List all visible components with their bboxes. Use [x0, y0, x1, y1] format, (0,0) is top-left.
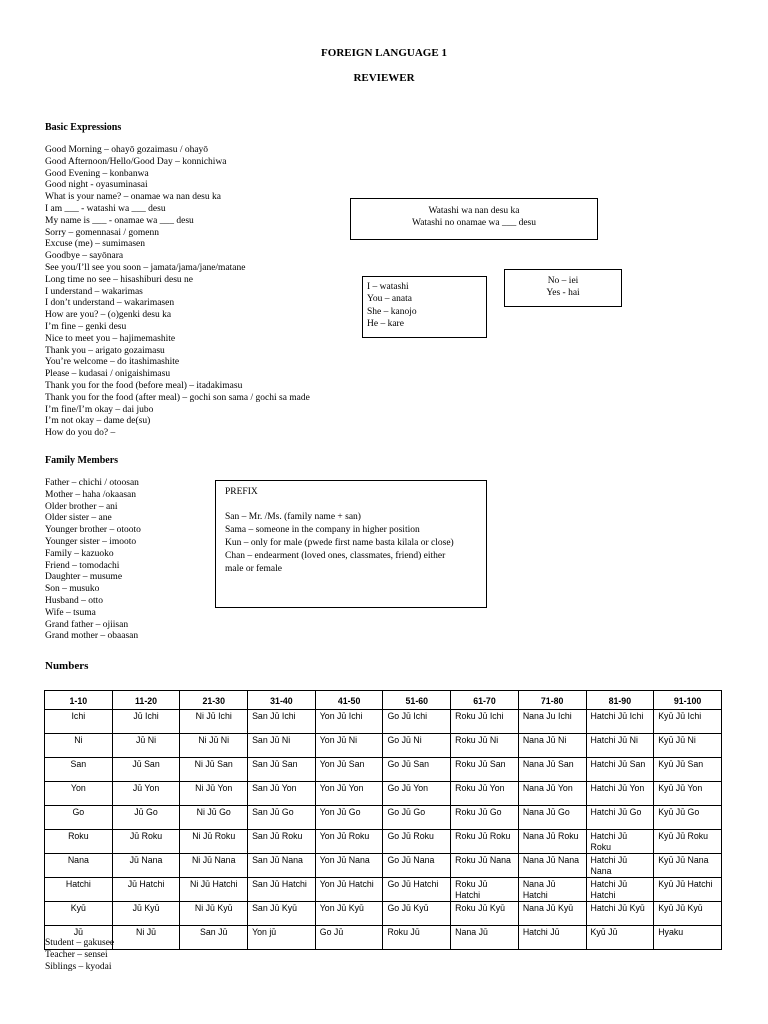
numbers-cell: Kyū Jū Kyū: [654, 902, 722, 926]
yes-no-line: No – iei: [547, 276, 579, 286]
numbers-cell: Yon: [45, 782, 113, 806]
family-member-line: Younger brother – otooto: [45, 525, 141, 536]
numbers-cell: Jū Go: [112, 806, 180, 830]
numbers-cell: Hatchi Jū Ni: [586, 734, 654, 758]
expression-line: What is your name? – onamae wa nan desu ka: [45, 192, 221, 203]
family-member-line: Younger sister – imooto: [45, 536, 137, 547]
expression-line: I’m not okay – dame de(su): [45, 416, 151, 427]
numbers-cell: Hatchi Jū Hatchi: [586, 878, 654, 902]
numbers-column-header: 1-10: [45, 691, 113, 710]
numbers-cell: San Jū Hatchi: [248, 878, 316, 902]
numbers-row: [45, 926, 722, 950]
numbers-cell: Roku: [45, 830, 113, 854]
expression-line: I am ___ - watashi wa ___ desu: [45, 203, 166, 214]
numbers-row: [45, 902, 722, 926]
expression-line: Thank you – arigato gozaimasu: [45, 345, 165, 356]
numbers-cell: Jū Yon: [112, 782, 180, 806]
expression-line: My name is ___ - onamae wa ___ desu: [45, 215, 194, 226]
numbers-cell: Ni Jū Go: [180, 806, 248, 830]
numbers-cell: Nana Jū Yon: [518, 782, 586, 806]
basic-expressions-heading: Basic Expressions: [45, 122, 122, 133]
numbers-cell: Hatchi: [45, 878, 113, 902]
document-subtitle: REVIEWER: [353, 72, 415, 84]
family-member-line: Grand mother – obaasan: [45, 631, 139, 642]
numbers-cell: San Jū Roku: [248, 830, 316, 854]
prefix-line: Kun – only for male (pwede first name basta kilala or close): [225, 538, 454, 548]
numbers-cell: Go Jū Kyū: [383, 902, 451, 926]
prefix-line: San – Mr. /Ms. (family name + san): [225, 512, 361, 522]
question-line: Watashi no onamae wa ___ desu: [411, 218, 537, 229]
pronoun-line: I – watashi: [367, 282, 409, 292]
question-line: Watashi wa nan desu ka: [428, 206, 520, 216]
numbers-cell: Ni Jū Ni: [180, 734, 248, 758]
numbers-cell: Ni: [45, 734, 113, 758]
pronoun-line: He – kare: [367, 318, 404, 329]
numbers-cell: Go Jū Nana: [383, 854, 451, 878]
numbers-row: [45, 854, 722, 878]
numbers-cell: Yon Jū Ni: [315, 734, 383, 758]
prefix-line: Sama – someone in the company in higher position: [225, 525, 420, 535]
numbers-cell: Hatchi Jū: [518, 926, 586, 950]
numbers-cell: Ichi: [45, 710, 113, 734]
extra-line: Student – gakusee: [45, 938, 115, 948]
expression-line: Nice to meet you – hajimemashite: [45, 333, 176, 344]
expression-line: See you/I’ll see you soon – jamata/jama/jane/matane: [45, 262, 246, 273]
numbers-cell: Yon jū: [248, 926, 316, 950]
numbers-cell: Nana Jū: [451, 926, 519, 950]
family-members-list: [45, 478, 141, 643]
numbers-column-header: 11-20: [112, 691, 180, 710]
prefix-box: [215, 480, 487, 608]
expression-line: Thank you for the food (before meal) – itadakimasu: [45, 380, 243, 391]
numbers-header-row: [45, 691, 722, 710]
family-member-line: Father – chichi / otoosan: [45, 478, 139, 488]
numbers-cell: Ni Jū Nana: [180, 854, 248, 878]
numbers-cell: Kyū Jū Go: [654, 806, 722, 830]
numbers-cell: Nana: [45, 854, 113, 878]
numbers-cell: Yon Jū Nana: [315, 854, 383, 878]
numbers-cell: Go Jū Hatchi: [383, 878, 451, 902]
expression-line: Sorry – gomennasai / gomenn: [45, 227, 159, 238]
pronoun-line: She – kanojo: [367, 306, 417, 317]
numbers-cell: Nana Jū Ni: [518, 734, 586, 758]
expression-line: I understand – wakarimas: [45, 286, 143, 297]
expression-line: Good Afternoon/Hello/Good Day – konnichiwa: [45, 156, 227, 167]
extra-vocabulary: [45, 938, 114, 973]
numbers-cell: Jū: [45, 926, 113, 950]
numbers-cell: Ni Jū Hatchi: [180, 878, 248, 902]
numbers-cell: Yon Jū Hatchi: [315, 878, 383, 902]
numbers-cell: Jū Hatchi: [112, 878, 180, 902]
numbers-cell: Go Jū Yon: [383, 782, 451, 806]
numbers-cell: Ni Jū Yon: [180, 782, 248, 806]
numbers-row: [45, 782, 722, 806]
numbers-row: [45, 806, 722, 830]
numbers-cell: San Jū Nana: [248, 854, 316, 878]
numbers-cell: Nana Ju Ichi: [518, 710, 586, 734]
question-box: [350, 198, 598, 240]
numbers-cell: Go Jū: [315, 926, 383, 950]
numbers-cell: Jū Roku: [112, 830, 180, 854]
numbers-cell: Roku Jū: [383, 926, 451, 950]
family-member-line: Grand father – ojiisan: [45, 619, 129, 630]
numbers-cell: Hatchi Jū Go: [586, 806, 654, 830]
numbers-cell: San Jū San: [248, 758, 316, 782]
yes-no-box: [504, 269, 622, 307]
expression-line: Good Morning – ohayō gozaimasu / ohayō: [45, 145, 209, 155]
numbers-cell: Roku Jū Nana: [451, 854, 519, 878]
numbers-cell: Kyū Jū Nana: [654, 854, 722, 878]
expression-line: Please – kudasai / onigaishimasu: [45, 369, 171, 380]
numbers-column-header: 41-50: [315, 691, 383, 710]
numbers-cell: Nana Jū Nana: [518, 854, 586, 878]
family-member-line: Friend – tomodachi: [45, 560, 120, 571]
numbers-cell: Hyaku: [654, 926, 722, 950]
numbers-cell: San Jū: [180, 926, 248, 950]
numbers-cell: San Jū Ni: [248, 734, 316, 758]
numbers-cell: Hatchi Jū Roku: [586, 830, 654, 854]
expression-line: You’re welcome – do itashimashite: [45, 357, 180, 368]
numbers-cell: Ni Jū Ichi: [180, 710, 248, 734]
family-member-line: Mother – haha /okaasan: [45, 489, 137, 500]
expression-line: How do you do? –: [45, 428, 116, 439]
pronouns-box: [362, 276, 487, 338]
numbers-cell: Kyū Jū Roku: [654, 830, 722, 854]
numbers-cell: Roku Jū Roku: [451, 830, 519, 854]
numbers-cell: Ni Jū Roku: [180, 830, 248, 854]
basic-expressions-list: [45, 145, 310, 440]
expression-line: I’m fine – genki desu: [45, 321, 127, 332]
expression-line: Goodbye – sayōnara: [45, 251, 124, 262]
numbers-cell: San Jū Kyū: [248, 902, 316, 926]
numbers-column-header: 61-70: [451, 691, 519, 710]
numbers-column-header: 21-30: [180, 691, 248, 710]
numbers-column-header: 51-60: [383, 691, 451, 710]
numbers-cell: Ni Jū Kyū: [180, 902, 248, 926]
numbers-row: [45, 758, 722, 782]
expression-line: I don’t understand – wakarimasen: [45, 298, 175, 309]
extra-line: Siblings – kyodai: [45, 961, 112, 972]
numbers-cell: Kyū Jū Hatchi: [654, 878, 722, 902]
numbers-cell: Yon Jū Kyū: [315, 902, 383, 926]
family-member-line: Son – musuko: [45, 584, 100, 595]
numbers-cell: Roku Jū Hatchi: [451, 878, 519, 902]
numbers-row: [45, 734, 722, 758]
family-member-line: Family – kazuoko: [45, 548, 114, 559]
numbers-cell: Kyū Jū Ichi: [654, 710, 722, 734]
numbers-cell: Yon Jū Go: [315, 806, 383, 830]
numbers-cell: Yon Jū Roku: [315, 830, 383, 854]
numbers-cell: Nana Jū Roku: [518, 830, 586, 854]
numbers-cell: Kyū Jū Yon: [654, 782, 722, 806]
numbers-cell: Nana Jū San: [518, 758, 586, 782]
numbers-row: [45, 830, 722, 854]
numbers-column-header: 31-40: [248, 691, 316, 710]
numbers-cell: Go Jū Go: [383, 806, 451, 830]
numbers-cell: San: [45, 758, 113, 782]
numbers-cell: Jū Nana: [112, 854, 180, 878]
expression-line: Excuse (me) – sumimasen: [45, 239, 145, 250]
numbers-cell: Roku Jū Yon: [451, 782, 519, 806]
numbers-column-header: 71-80: [518, 691, 586, 710]
expression-line: Good night - oyasuminasai: [45, 180, 148, 191]
numbers-cell: Roku Jū Ichi: [451, 710, 519, 734]
numbers-cell: Yon Jū Yon: [315, 782, 383, 806]
numbers-cell: Go Jū San: [383, 758, 451, 782]
numbers-row: [45, 878, 722, 902]
numbers-cell: Ni Jū: [112, 926, 180, 950]
numbers-cell: Roku Jū Go: [451, 806, 519, 830]
numbers-cell: Jū Ni: [112, 734, 180, 758]
family-member-line: Older brother – ani: [45, 501, 118, 512]
numbers-cell: Hatchi Jū Yon: [586, 782, 654, 806]
numbers-column-header: 81-90: [586, 691, 654, 710]
pronoun-line: You – anata: [367, 294, 412, 305]
document-title: FOREIGN LANGUAGE 1: [321, 47, 447, 59]
family-member-line: Daughter – musume: [45, 572, 123, 583]
numbers-cell: Go Jū Ni: [383, 734, 451, 758]
expression-line: Long time no see – hisashiburi desu ne: [45, 274, 194, 285]
numbers-cell: Kyū Jū Ni: [654, 734, 722, 758]
numbers-cell: Jū San: [112, 758, 180, 782]
family-member-line: Older sister – ane: [45, 513, 112, 524]
family-member-line: Wife – tsuma: [45, 607, 96, 618]
numbers-cell: Nana Jū Kyū: [518, 902, 586, 926]
numbers-cell: Roku Jū Kyū: [451, 902, 519, 926]
numbers-cell: San Jū Yon: [248, 782, 316, 806]
numbers-cell: Ni Jū San: [180, 758, 248, 782]
expression-line: How are you? – (o)genki desu ka: [45, 310, 172, 321]
numbers-cell: San Jū Go: [248, 806, 316, 830]
numbers-cell: Go Jū Ichi: [383, 710, 451, 734]
prefix-title: PREFIX: [225, 487, 258, 497]
numbers-cell: Go Jū Roku: [383, 830, 451, 854]
numbers-cell: Kyū: [45, 902, 113, 926]
expression-line: Thank you for the food (after meal) – gochi son sama / gochi sa made: [45, 392, 310, 403]
numbers-cell: Roku Jū Ni: [451, 734, 519, 758]
numbers-cell: Kyū Jū San: [654, 758, 722, 782]
numbers-cell: Go: [45, 806, 113, 830]
extra-line: Teacher – sensei: [45, 949, 108, 960]
numbers-cell: Yon Jū San: [315, 758, 383, 782]
expression-line: I’m fine/I’m okay – dai jubo: [45, 404, 154, 415]
numbers-cell: Nana Jū Go: [518, 806, 586, 830]
numbers-cell: Hatchi Jū Ichi: [586, 710, 654, 734]
prefix-line: Chan – endearment (loved ones, classmates, friend) either: [225, 551, 446, 561]
numbers-cell: Hatchi Jū San: [586, 758, 654, 782]
numbers-cell: Hatchi Jū Kyū: [586, 902, 654, 926]
numbers-cell: Jū Ichi: [112, 710, 180, 734]
expression-line: Good Evening – konbanwa: [45, 168, 149, 179]
family-member-line: Husband – otto: [45, 595, 104, 606]
numbers-cell: Nana Jū Hatchi: [518, 878, 586, 902]
numbers-cell: Kyū Jū: [586, 926, 654, 950]
numbers-heading: Numbers: [45, 660, 89, 672]
numbers-cell: Jū Kyū: [112, 902, 180, 926]
numbers-column-header: 91-100: [654, 691, 722, 710]
numbers-table: [44, 690, 722, 950]
numbers-cell: Hatchi Jū Nana: [586, 854, 654, 878]
prefix-line: male or female: [225, 564, 282, 574]
yes-no-line: Yes - hai: [546, 288, 580, 299]
numbers-cell: Roku Jū San: [451, 758, 519, 782]
numbers-cell: San Jū Ichi: [248, 710, 316, 734]
numbers-cell: Yon Jū Ichi: [315, 710, 383, 734]
family-members-heading: Family Members: [45, 455, 119, 466]
numbers-row: [45, 710, 722, 734]
